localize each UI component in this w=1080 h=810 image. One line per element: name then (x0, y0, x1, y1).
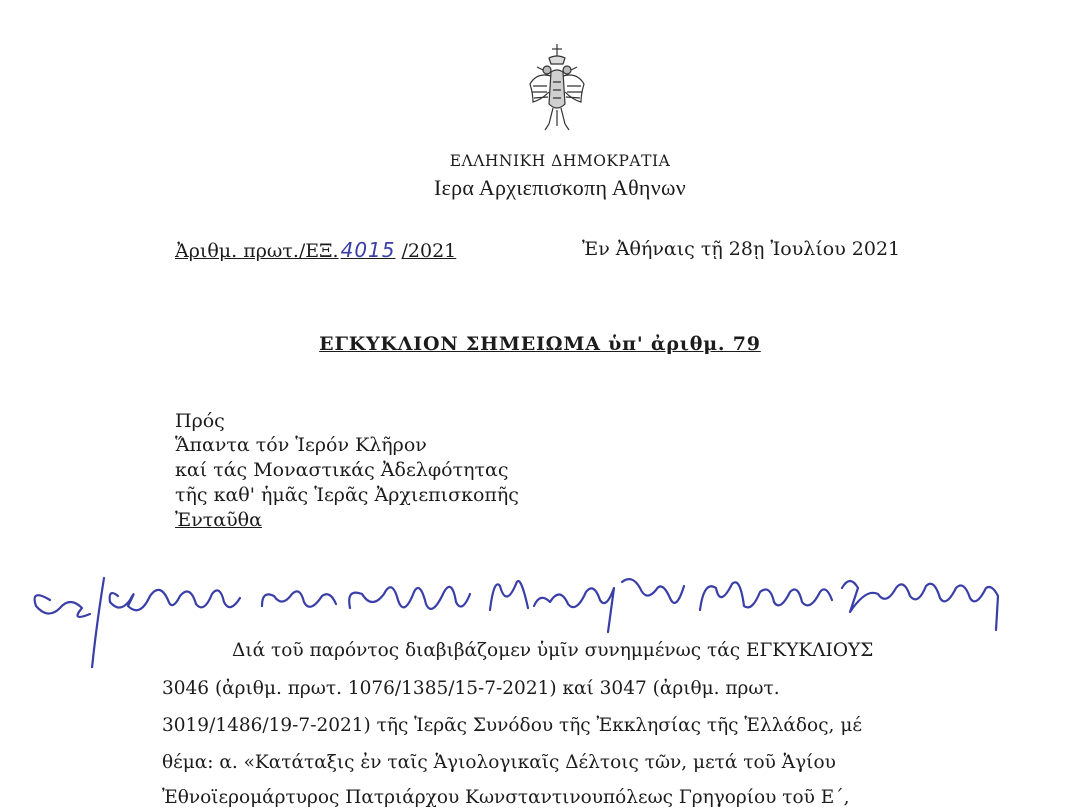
addressee-to: Πρός (175, 410, 225, 432)
document-date: Ἐν Ἀθήναις τῇ 28ῃ Ἰουλίου 2021 (582, 238, 901, 260)
addressee-line-3: τῆς καθ' ἡμᾶς Ἱερᾶς Ἀρχιεπισκοπῆς (175, 484, 519, 506)
addressee-line-1: Ἅπαντα τόν Ἱερόν Κλῆρον (175, 434, 427, 456)
body-line-2: 3046 (ἀριθμ. πρωτ. 1076/1385/15-7-2021) καί 3047 (ἀριθμ. πρωτ. (162, 678, 780, 699)
document-title: ΕΓΚΥΚΛΙΟΝ ΣΗΜΕΙΩΜΑ ὑπ' ἀριθμ. 79 (319, 333, 761, 355)
body-line-4: θέμα: α. «Κατάταξις ἐν ταῖς Ἁγιολογικαῖς Δέλτοις τῶν, μετά τοῦ Ἁγίου (162, 752, 836, 773)
protocol-suffix: /2021 (401, 240, 457, 262)
protocol-prefix: Ἀριθμ. πρωτ./ΕΞ. (175, 240, 339, 262)
body-line-3: 3019/1486/19-7-2021) τῆς Ἱερᾶς Συνόδου τῆς Ἐκκλησίας τῆς Ἑλλάδος, μέ (162, 715, 862, 736)
protocol-number-handwritten: 4015 (340, 238, 396, 262)
archdiocese-heading: Ιερα Αρχιεπισκοπη Αθηνων (433, 175, 687, 200)
protocol-number (175, 238, 456, 262)
body-line-1: Διά τοῦ παρόντος διαβιβάζομεν ὑμῖν συνημμένως τάς ΕΓΚΥΚΛΙΟΥΣ (232, 640, 874, 661)
addressee-line-4: Ἐνταῦθα (175, 509, 262, 531)
body-line-5: Ἐθνοϊερομάρτυρος Πατριάρχου Κωνσταντινουπόλεως Γρηγορίου τοῦ Ε΄, (162, 787, 850, 808)
addressee-line-2: καί τάς Μοναστικάς Ἀδελφότητας (175, 459, 509, 481)
double-headed-eagle-emblem (527, 42, 587, 142)
republic-heading: ΕΛΛΗΝΙΚΗ ΔΗΜΟΚΡΑΤΙΑ (449, 152, 671, 170)
